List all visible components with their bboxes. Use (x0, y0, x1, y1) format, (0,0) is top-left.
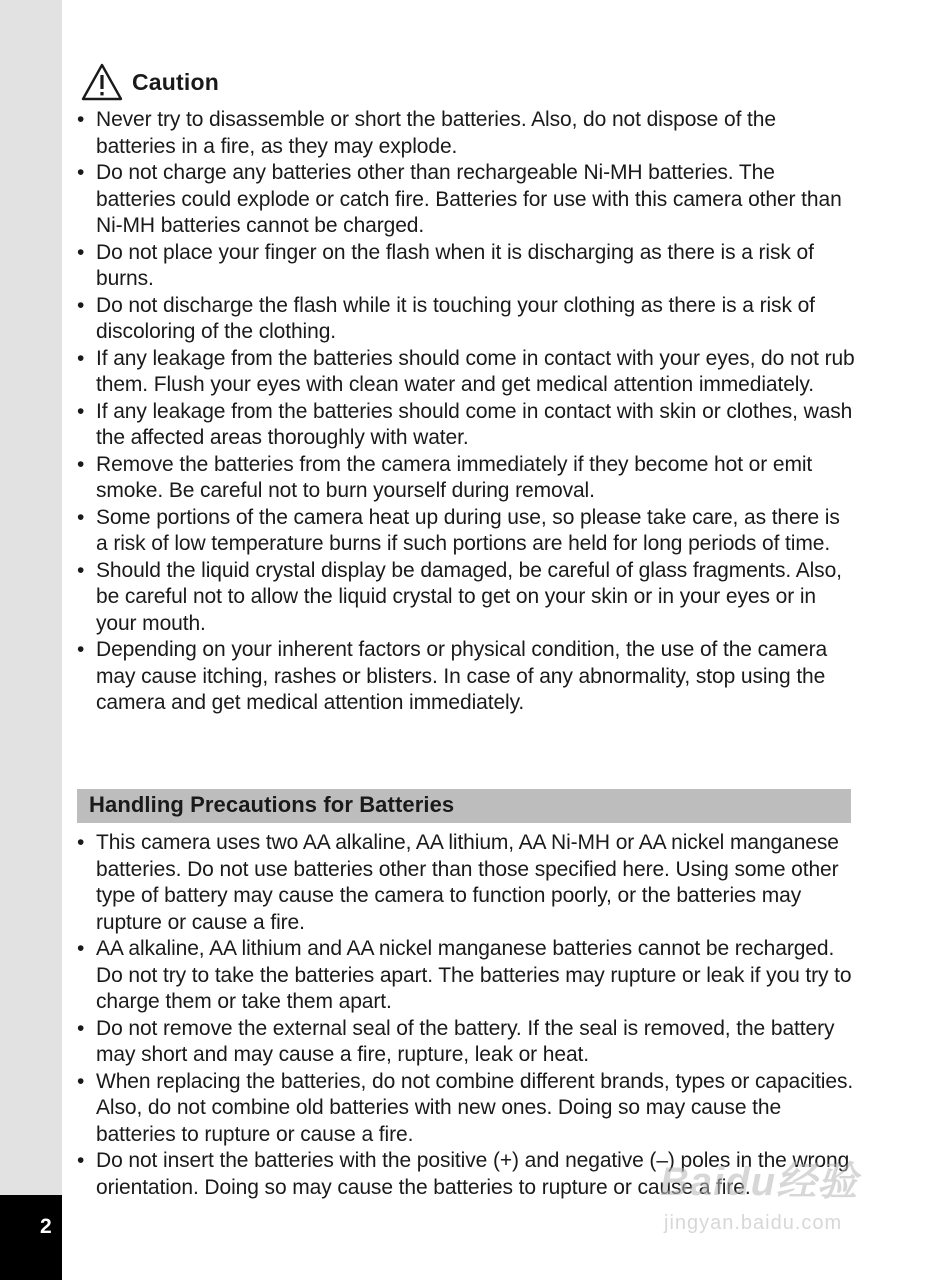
list-item-text: AA alkaline, AA lithium and AA nickel manganese batteries cannot be recharged. Do not try to take the batteries apart. The batteries may rupture or leak if you try to charge them or take them apart. (96, 937, 852, 1013)
page-number: 2 (40, 1215, 52, 1238)
list-item-text: Depending on your inherent factors or physical condition, the use of the camera may cause itching, rashes or blisters. In case of any abnormality, stop using the camera and get medical attention immediately. (96, 638, 828, 714)
list-item (76, 558, 856, 638)
caution-title: Caution (132, 68, 219, 95)
list-item-text: Never try to disassemble or short the batteries. Also, do not dispose of the batteries in a fire, as they may explode. (96, 108, 776, 158)
bullet: • (77, 108, 85, 131)
list-item (76, 830, 856, 936)
watermark-brand: Baidu经验 (660, 1160, 859, 1204)
caution-heading (81, 62, 219, 102)
bullet: • (77, 161, 85, 184)
bullet: • (77, 1149, 85, 1172)
bullet: • (77, 558, 85, 582)
bullet: • (77, 399, 85, 423)
bullet: • (77, 240, 85, 264)
bullet: • (77, 346, 85, 370)
list-item-text: Some portions of the camera heat up during use, so please take care, as there is a risk of low temperature burns if such portions are held for long periods of time. (96, 505, 840, 555)
list-item-text: Do not discharge the flash while it is touching your clothing as there is a risk of discoloring of the clothing. (96, 293, 815, 343)
left-margin-strip (0, 0, 62, 1280)
list-item (76, 160, 856, 240)
list-item-text: Should the liquid crystal display be damaged, be careful of glass fragments. Also, be careful not to allow the liquid crystal to get on your skin or in your eyes or in your mouth. (96, 558, 842, 635)
list-item-text: Do not place your finger on the flash when it is discharging as there is a risk of burns. (96, 240, 814, 290)
list-item-text: Do not remove the external seal of the battery. If the seal is removed, the battery may short and may cause a fire, rupture, leak or heat. (96, 1016, 835, 1066)
bullet: • (77, 937, 85, 960)
section-header-bar (77, 789, 851, 823)
list-item (76, 107, 856, 160)
bullet: • (77, 1016, 85, 1040)
list-item (76, 399, 856, 452)
list-item-text: If any leakage from the batteries should come in contact with skin or clothes, wash the affected areas thoroughly with water. (96, 399, 853, 449)
list-item (76, 1148, 856, 1201)
bullet: • (77, 638, 85, 661)
list-item-text: Do not insert the batteries with the positive (+) and negative (–) poles in the wrong orientation. Doing so may cause the batteries to rupture or cause a fire. (96, 1149, 850, 1199)
bullet: • (77, 831, 85, 854)
list-item-text: Remove the batteries from the camera immediately if they become hot or emit smoke. Be careful not to burn yourself during removal. (96, 452, 813, 502)
list-item (76, 505, 856, 558)
list-item-text: When replacing the batteries, do not combine different brands, types or capacities. Also, do not combine old batteries with new ones. Doing so may cause the batteries to rupture or cause a fire. (96, 1069, 854, 1146)
bullet: • (77, 452, 85, 476)
list-item-text: This camera uses two AA alkaline, AA lithium, AA Ni-MH or AA nickel manganese batteries. Do not use batteries other than those specified here. Using some other type of battery may cause the camera to function poorly, or the batteries may rupture or cause a fire. (96, 831, 839, 934)
list-item (76, 346, 856, 399)
list-item-text: If any leakage from the batteries should come in contact with your eyes, do not rub them. Flush your eyes with clean water and get medical attention immediately. (96, 346, 855, 396)
list-item (76, 452, 856, 505)
list-item (76, 936, 856, 1016)
caution-list (76, 107, 856, 717)
bullet: • (77, 1069, 85, 1093)
list-item (76, 240, 856, 293)
watermark-url: jingyan.baidu.com (664, 1212, 843, 1234)
list-item (76, 1069, 856, 1149)
list-item (76, 637, 856, 717)
list-item-text: Do not charge any batteries other than rechargeable Ni-MH batteries. The batteries could explode or catch fire. Batteries for use with this camera other than Ni-MH batteries cannot be charged. (96, 161, 842, 237)
list-item (76, 293, 856, 346)
handling-list (76, 830, 856, 1201)
section-title: Handling Precautions for Batteries (89, 792, 455, 817)
page-number-tab (0, 1195, 62, 1280)
warning-triangle-icon (81, 63, 123, 101)
bullet: • (77, 293, 85, 317)
bullet: • (77, 505, 85, 529)
list-item (76, 1016, 856, 1069)
